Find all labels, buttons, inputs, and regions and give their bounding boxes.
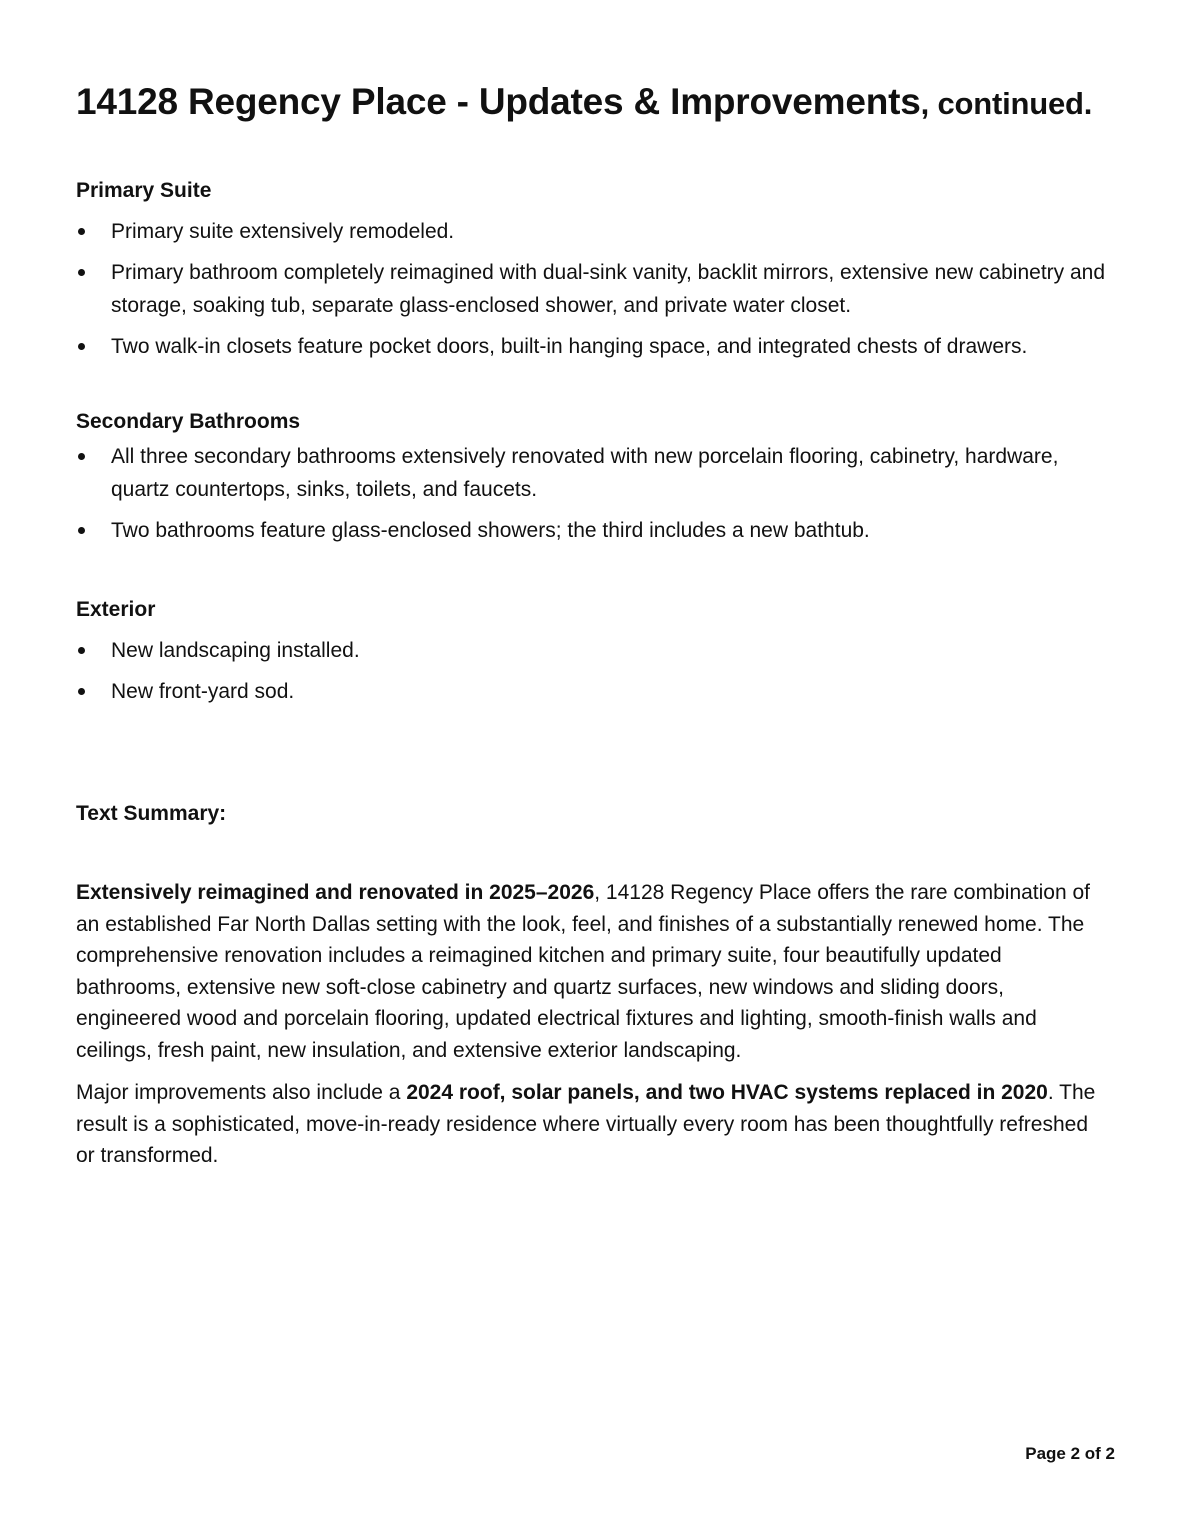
section-primary-suite: [76, 177, 1116, 371]
section-secondary-bathrooms: [76, 408, 1116, 555]
bullet-list: [76, 634, 1116, 708]
list-item: [76, 330, 1116, 363]
list-item: [76, 215, 1116, 248]
list-item: [76, 514, 1116, 547]
summary-highlight: 2024 roof, solar panels, and two HVAC systems replaced in 2020: [406, 1081, 1048, 1104]
summary-text: Major improvements also include a: [76, 1081, 407, 1104]
list-item: [76, 256, 1116, 322]
page-title-suffix: , continued.: [920, 86, 1093, 121]
bullet-icon: [78, 343, 85, 350]
list-item: [76, 634, 1116, 667]
summary-text: , 14128 Regency Place offers the rare combination of an established Far North Dallas setting with the look, feel, and finishes of a substantially renewed home. The comprehensive renovation includes a reimagined kitchen and primary suite, four beautifully updated bathrooms, extensive new soft-close cabinetry and quartz surfaces, new windows and sliding doors, engineered wood and porcelain flooring, updated electrical fixtures and lighting, smooth-finish walls and ceilings, fresh paint, new insulation, and extensive exterior landscaping.: [76, 881, 1091, 1062]
list-item-text: Two bathrooms feature glass-enclosed showers; the third includes a new bathtub.: [111, 519, 870, 542]
list-item-text: Primary suite extensively remodeled.: [111, 220, 455, 243]
page-title-main: 14128 Regency Place - Updates & Improvements: [76, 81, 921, 122]
bullet-icon: [78, 527, 85, 534]
summary-heading: Text Summary:: [76, 802, 227, 825]
bullet-icon: [78, 453, 85, 460]
page-title: [76, 80, 1092, 126]
list-item-text: New landscaping installed.: [111, 639, 360, 662]
bullet-list: [76, 440, 1116, 547]
page-number: Page 2 of 2: [1025, 1444, 1115, 1463]
bullet-icon: [78, 647, 85, 654]
list-item: [76, 440, 1116, 506]
summary-paragraph-1: [76, 877, 1106, 1066]
list-item-text: All three secondary bathrooms extensively renovated with new porcelain flooring, cabinetry, hardware, quartz countertops, sinks, toilets, and faucets.: [111, 445, 1059, 501]
bullet-list: [76, 215, 1116, 363]
list-item-text: Two walk-in closets feature pocket doors, built-in hanging space, and integrated chests of drawers.: [111, 335, 1028, 358]
section-heading: Secondary Bathrooms: [76, 410, 301, 433]
section-exterior: [76, 596, 1116, 716]
list-item-text: Primary bathroom completely reimagined with dual-sink vanity, backlit mirrors, extensive new cabinetry and storage, soaking tub, separate glass-enclosed shower, and private water closet.: [111, 261, 1106, 317]
bullet-icon: [78, 269, 85, 276]
summary-highlight: Extensively reimagined and renovated in 2025–2026: [76, 881, 595, 904]
list-item-text: New front-yard sod.: [111, 680, 295, 703]
summary-text: . The result is a sophisticated, move-in-ready residence where virtually every room has been thoughtfully refreshed or transformed.: [76, 1081, 1096, 1167]
bullet-icon: [78, 228, 85, 235]
section-heading: Primary Suite: [76, 179, 212, 202]
summary-body: [76, 877, 1116, 1172]
section-text-summary: [76, 800, 1116, 828]
list-item: [76, 675, 1116, 708]
bullet-icon: [78, 688, 85, 695]
summary-paragraph-2: [76, 1077, 1106, 1172]
section-heading: Exterior: [76, 598, 156, 621]
